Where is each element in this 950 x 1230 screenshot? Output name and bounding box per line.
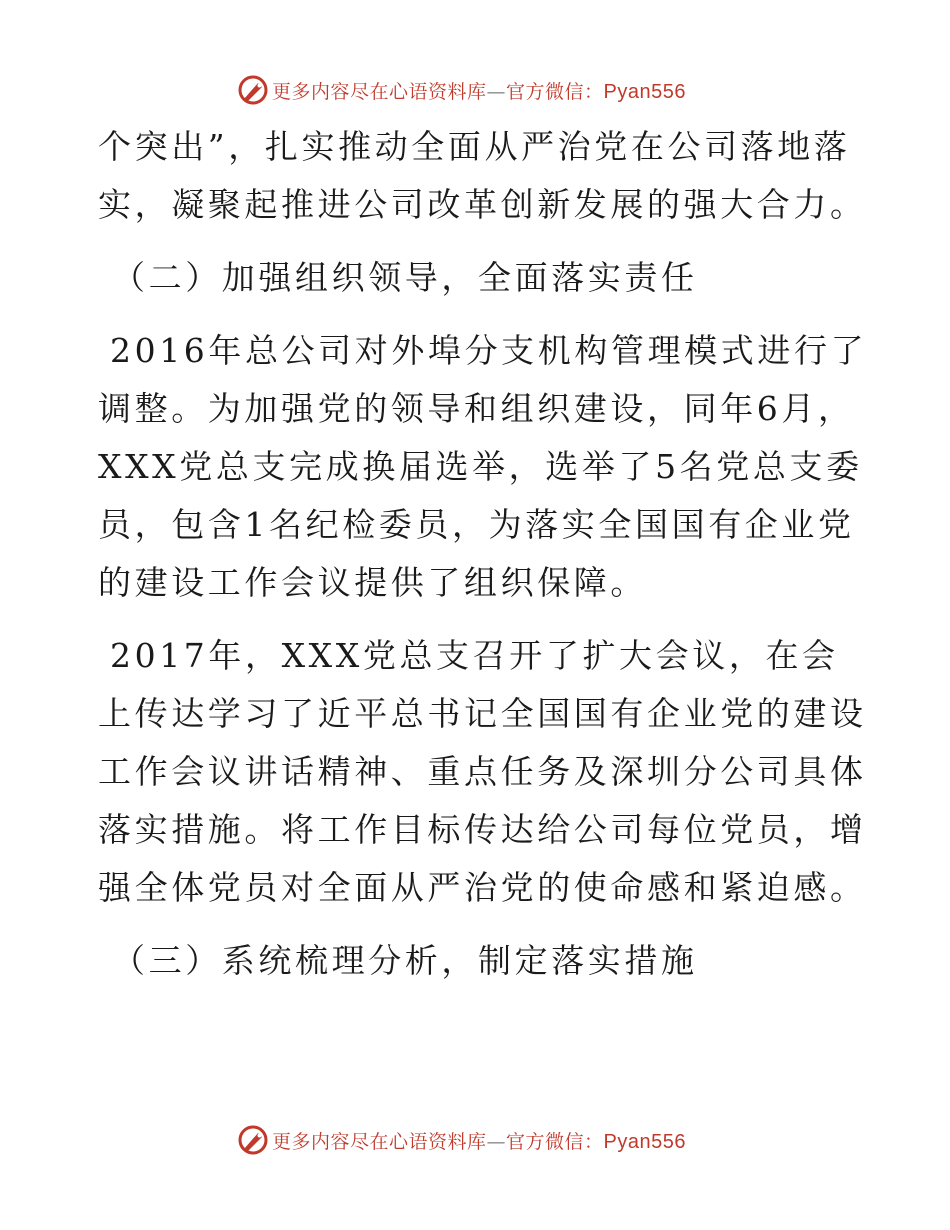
section-heading-3: （三）系统梳理分析，制定落实措施: [112, 941, 698, 980]
watermark-dash: —: [486, 1130, 507, 1153]
pen-nib-circle-icon: [236, 73, 270, 107]
document-body: [98, 118, 868, 990]
watermark-brand: 更多内容尽在心语资料库: [272, 1130, 487, 1153]
watermark-dash: —: [486, 80, 507, 103]
pen-nib-circle-icon: [236, 1123, 270, 1157]
watermark-label: 官方微信：: [506, 80, 604, 103]
watermark-label: 官方微信：: [506, 1130, 604, 1153]
paragraph-continuation: 个突出”，扎实推动全面从严治党在公司落地落实，凝聚起推进公司改革创新发展的强大合力。: [98, 127, 867, 224]
footer-watermark: [236, 1122, 686, 1158]
section-heading-2: （二）加强组织领导，全面落实责任: [112, 258, 698, 297]
watermark-wechat-id: Pyan556: [603, 1130, 686, 1153]
header-watermark: [236, 72, 686, 108]
watermark-brand: 更多内容尽在心语资料库: [272, 80, 487, 103]
paragraph-2017: 2017年，XXX党总支召开了扩大会议，在会上传达学习了近平总书记全国国有企业党的建设工作会议讲话精神、重点任务及深圳分公司具体落实措施。将工作目标传达给公司每位党员，增强全体党员对全面从严治党的使命感和紧迫感。: [98, 636, 867, 907]
paragraph-2016: 2016年总公司对外埠分支机构管理模式进行了调整。为加强党的领导和组织建设，同年6月，XXX党总支完成换届选举，选举了5名党总支委员，包含1名纪检委员，为落实全国国有企业党的建设工作会议提供了组织保障。: [98, 331, 868, 602]
watermark-wechat-id: Pyan556: [603, 80, 686, 103]
